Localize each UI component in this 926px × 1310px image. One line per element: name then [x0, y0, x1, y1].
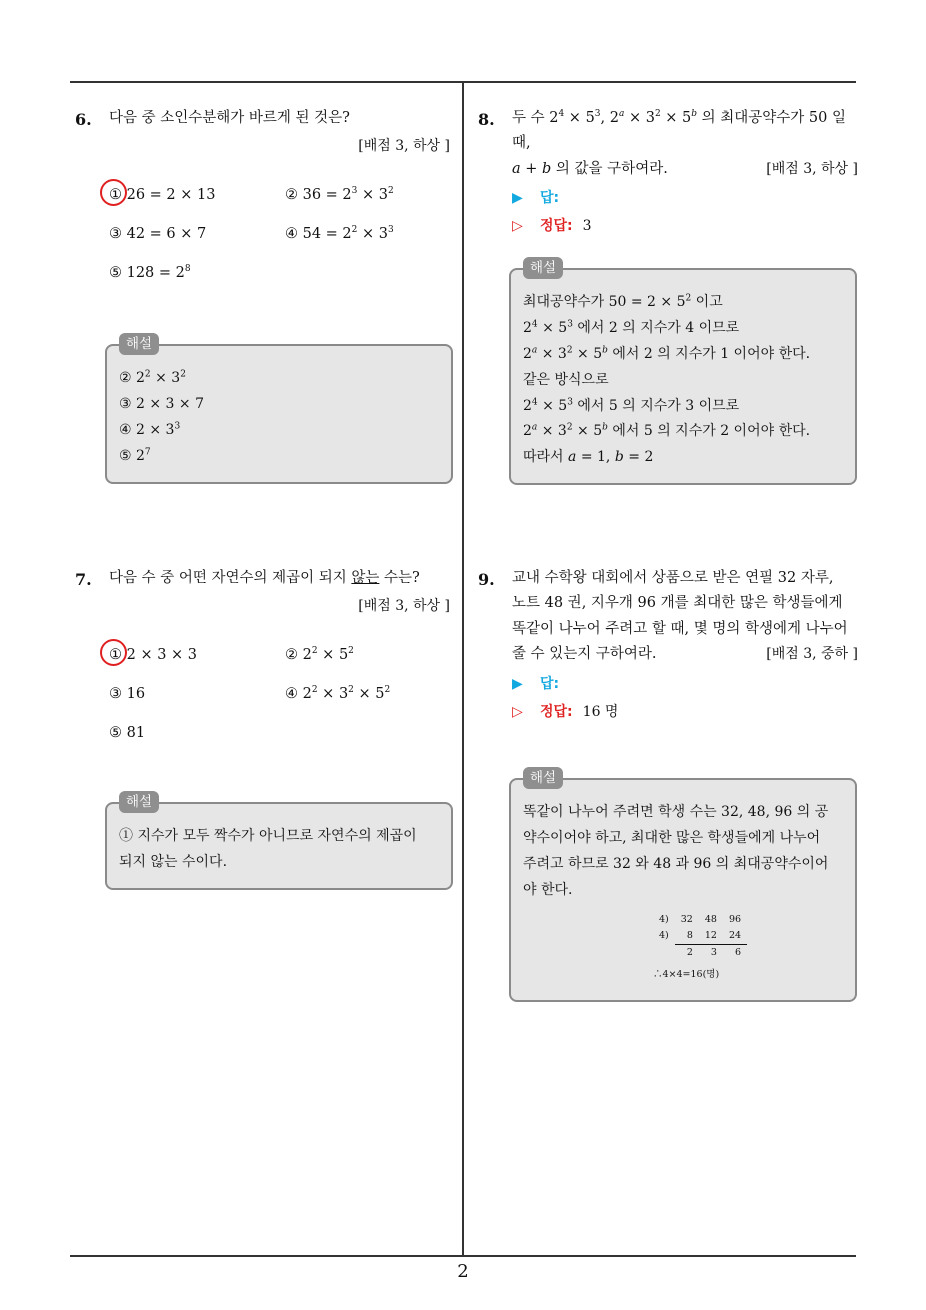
question-8 [478, 106, 858, 240]
play-triangle-icon: ▶ [512, 190, 523, 207]
explanation-line: ③ 2 × 3 × 7 [119, 395, 204, 412]
correct-answer-value: 3 [582, 218, 592, 235]
explanation-box-8 [509, 260, 857, 485]
question-number: 9. [478, 570, 495, 589]
explanation-line: 약수이어야 하고, 최대한 많은 학생들에게 나누어 [523, 829, 821, 846]
selected-mark-circle [100, 179, 127, 206]
column-divider [462, 82, 464, 1256]
choice-4[interactable]: ④ $2^2 \times 3^2 \times 5^2$ [285, 685, 391, 702]
question-6 [75, 106, 450, 287]
explanation-line: ① 지수가 모두 짝수가 아니므로 자연수의 제곱이 [119, 828, 417, 844]
selected-mark-circle [100, 639, 127, 666]
question-number: 7. [75, 570, 92, 589]
explanation-tag: 해설 [119, 333, 159, 355]
explanation-box-6 [105, 336, 453, 484]
correct-answer-row [512, 212, 858, 240]
choice-3[interactable]: ③ 42 = 6 × 7 [109, 225, 207, 242]
emphasis-underline: 않는 [351, 570, 380, 586]
score-label: [배점 3, 하상 ] [358, 138, 450, 154]
correct-answer-label: 정답: [540, 218, 573, 235]
choice-2[interactable]: ② $2^2 \times 5^2$ [285, 645, 354, 663]
question-7 [75, 566, 450, 747]
explanation-tag: 해설 [523, 767, 563, 789]
explanation-line: 따라서 a = 1, b = 2 [523, 449, 654, 466]
question-text: 교내 수학왕 대회에서 상품으로 받은 연필 32 자루, 노트 48 권, 지우개 96 개를 최대한 많은 학생들에게 똑같이 나누어 주려고 할 때, 몇 명의 학생에게 나누어 줄 수 있는지 구하여라. [배점 3, 중하 ] [512, 566, 858, 668]
play-triangle-icon: ▶ [512, 675, 523, 692]
explanation-box-7 [105, 794, 453, 890]
question-text: 다음 수 중 어떤 자연수의 제곱이 되지 않는 수는? [109, 570, 420, 586]
calc-row: 2 3 6 [686, 946, 742, 958]
explanation-line: 똑같이 나누어 주려면 학생 수는 32, 48, 96 의 공 [523, 804, 829, 820]
answer-label: 답: [540, 190, 560, 207]
explanation-line: $2^4 \times 5^3$ 에서 5 의 지수가 3 이므로 [523, 396, 740, 414]
gcd-division-calculation [653, 912, 843, 983]
correct-answer-row [512, 698, 858, 726]
calc-row: 4) 8 12 24 [653, 928, 747, 945]
question-text: 두 수 $2^4 \times 5^3$, $2^a \times 3^2 \times 5^b$ 의 최대공약수가 50 일 때, [512, 109, 846, 152]
answer-row [512, 670, 858, 698]
choice-2[interactable]: ② $36 = 2^3 \times 3^2$ [285, 185, 394, 203]
correct-answer-value: 16 명 [582, 703, 619, 720]
choice-3[interactable]: ③ 16 [109, 685, 146, 702]
answer-label: 답: [540, 675, 560, 692]
question-text: 다음 중 소인수분해가 바르게 된 것은? [109, 110, 350, 126]
correct-answer-label: 정답: [540, 703, 573, 720]
question-number: 6. [75, 110, 92, 129]
explanation-line: 같은 방식으로 [523, 371, 609, 388]
explanation-line: 주려고 하므로 32 와 48 과 96 의 최대공약수이어 [523, 855, 829, 872]
question-number: 8. [478, 110, 495, 129]
choice-5[interactable]: ⑤ $128 = 2^8$ [109, 264, 191, 282]
outline-triangle-icon: ▷ [512, 703, 523, 720]
explanation-box-9 [509, 770, 857, 1002]
explanation-line: $2^a \times 3^2 \times 5^b$ 에서 5 의 지수가 2 이어야 한다. [523, 422, 811, 440]
explanation-tag: 해설 [523, 257, 563, 279]
calc-row: 4) 32 48 96 [659, 913, 742, 925]
explanation-line: ⑤ $2^7$ [119, 447, 151, 464]
calc-result: ∴4×4=16(명) [653, 968, 720, 980]
explanation-line: 최대공약수가 $50 = 2 \times 5^2$ 이고 [523, 293, 723, 310]
choice-1[interactable]: ① 2 × 3 × 3 [109, 643, 285, 668]
choice-1[interactable]: ① 26 = 2 × 13 [109, 183, 285, 208]
page-number: 2 [457, 1261, 469, 1282]
bottom-rule [70, 1255, 856, 1257]
answer-row [512, 184, 858, 212]
question-text-line2: a + b 의 값을 구하여라. [512, 160, 668, 177]
outline-triangle-icon: ▷ [512, 218, 523, 235]
explanation-tag: 해설 [119, 791, 159, 813]
score-label: [배점 3, 하상 ] [766, 160, 858, 177]
score-label: [배점 3, 중하 ] [766, 646, 858, 663]
explanation-line: 야 한다. [523, 881, 573, 898]
explanation-line: $2^a \times 3^2 \times 5^b$ 에서 2 의 지수가 1 이어야 한다. [523, 345, 811, 362]
choice-list [109, 183, 450, 287]
choice-5[interactable]: ⑤ 81 [109, 725, 146, 742]
choice-list [109, 643, 450, 747]
choice-4[interactable]: ④ $54 = 2^2 \times 3^3$ [285, 225, 394, 242]
explanation-line: $2^4 \times 5^3$ 에서 2 의 지수가 4 이므로 [523, 319, 740, 336]
explanation-line: ② $2^2 \times 3^2$ [119, 369, 186, 386]
explanation-line: 되지 않는 수이다. [119, 853, 228, 870]
explanation-line: ④ $2 \times 3^3$ [119, 421, 181, 438]
score-label: [배점 3, 하상 ] [358, 598, 450, 614]
question-9 [478, 566, 858, 726]
